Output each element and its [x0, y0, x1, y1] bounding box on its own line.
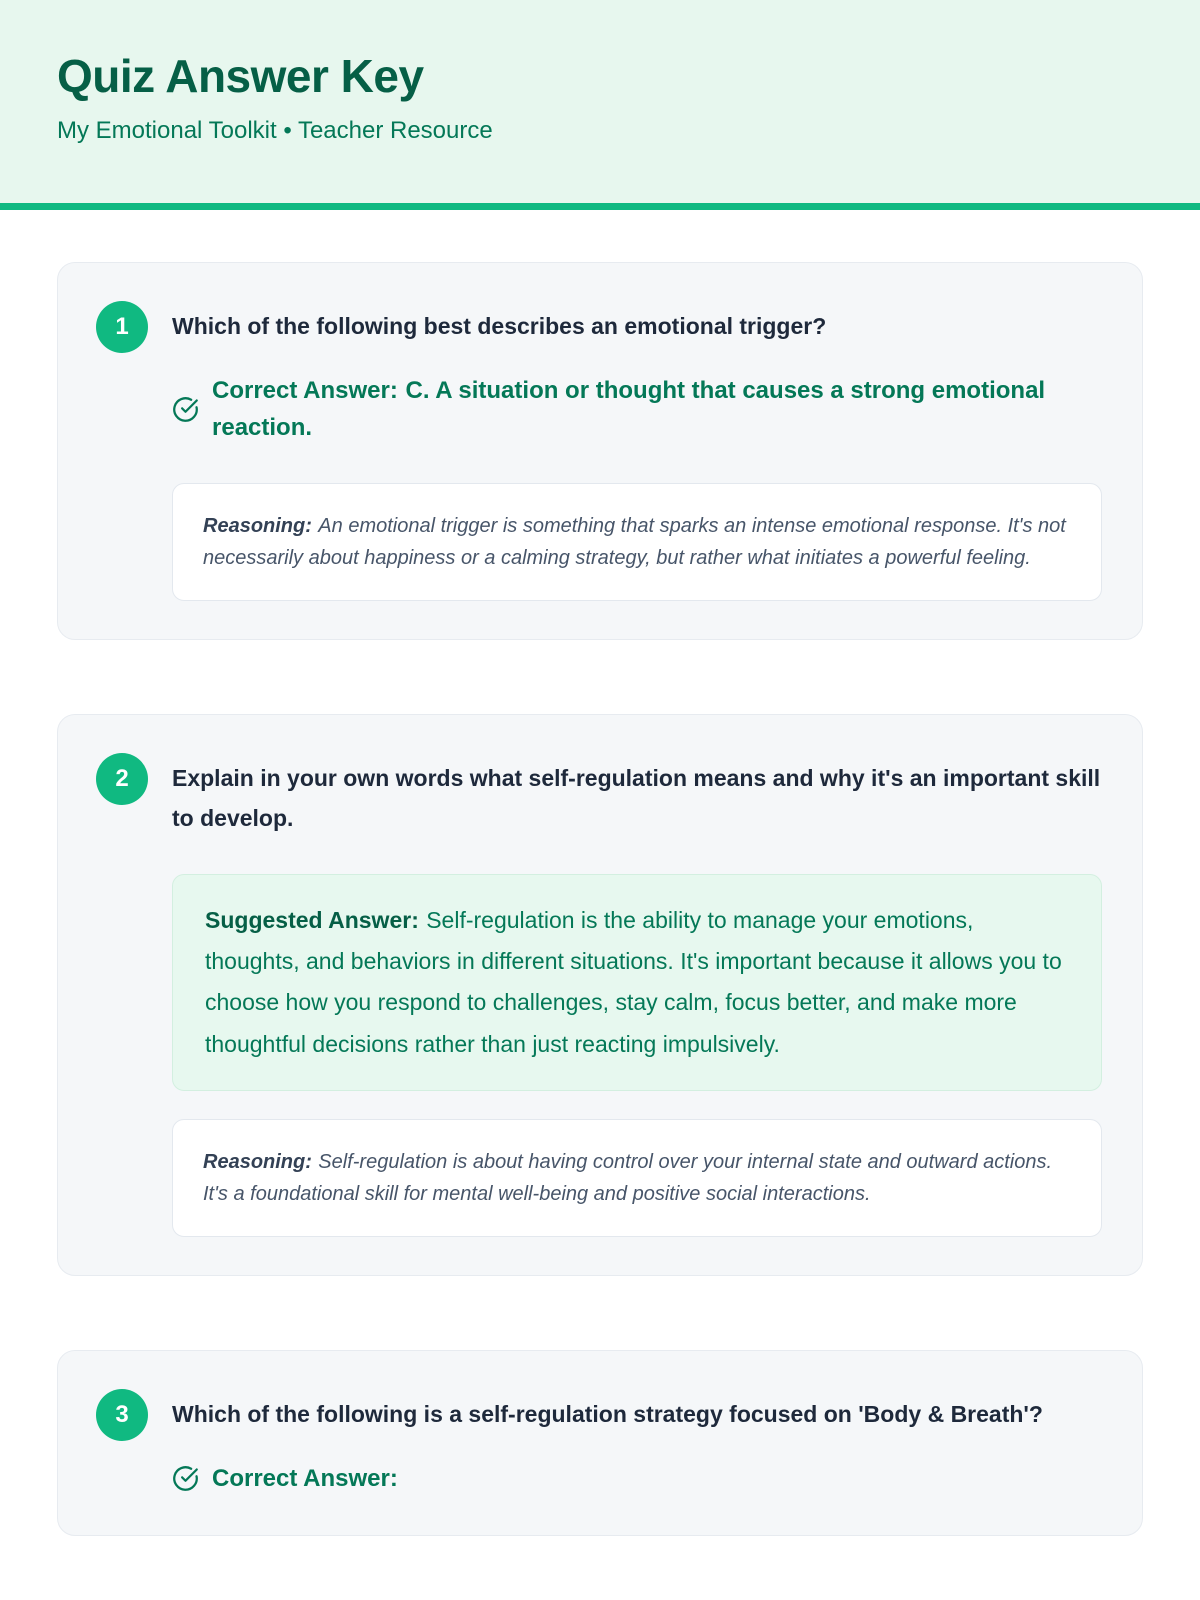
question-text: Which of the following best describes an emotional trigger? [172, 313, 827, 340]
suggested-answer-box [172, 874, 1102, 1092]
question-card-content [172, 1389, 1102, 1497]
page-header [0, 0, 1200, 210]
question-card [57, 1350, 1143, 1536]
question-number-badge [96, 301, 148, 353]
question-number: 2 [115, 764, 129, 792]
question-text: Which of the following is a self-regulation strategy focused on 'Body & Breath'? [172, 1401, 1043, 1428]
question-card-content [172, 301, 1102, 600]
reasoning-box [172, 1119, 1102, 1237]
check-circle-icon [172, 1465, 199, 1492]
reasoning-text: Self-regulation is about having control over your internal state and outward actions. It's a foundational skill for mental well-being and positive social interactions. [203, 1151, 1053, 1206]
reasoning-label: Reasoning: [203, 514, 312, 537]
question-text: Explain in your own words what self-regulation means and why it's an important skill to develop. [172, 764, 1101, 831]
correct-answer-row [172, 372, 1102, 446]
correct-answer-text: C. A situation or thought that causes a strong emotional reaction. [212, 377, 1046, 442]
question-card [57, 262, 1143, 639]
question-number: 3 [115, 1401, 129, 1429]
suggested-answer-label: Suggested Answer: [205, 906, 419, 933]
reasoning-label: Reasoning: [203, 1151, 312, 1174]
question-number-badge [96, 753, 148, 805]
question-card-content [172, 753, 1102, 1238]
correct-answer-label: Correct Answer: [212, 1465, 398, 1493]
question-card [57, 714, 1143, 1277]
correct-answer-label: Correct Answer: [212, 377, 398, 405]
reasoning-text: An emotional trigger is something that sparks an intense emotional response. It's not necessarily about happiness or a calming strategy, but rather what initiates a powerful feeling. [203, 514, 1066, 569]
question-list [57, 262, 1143, 1536]
correct-answer-body [212, 1460, 406, 1497]
suggested-answer-text: Self-regulation is the ability to manage your emotions, thoughts, and behaviors in different situations. It's important because it allows you to choose how you respond to challenges, stay calm, focus better, and make more thoughtful decisions rather than just reacting impulsively. [205, 906, 1062, 1057]
question-number: 1 [115, 313, 129, 341]
question-number-badge [96, 1389, 148, 1441]
page-subtitle: My Emotional Toolkit • Teacher Resource [57, 116, 493, 144]
page-title: Quiz Answer Key [57, 50, 424, 102]
check-circle-icon [172, 396, 199, 423]
correct-answer-body [212, 372, 1102, 446]
reasoning-box [172, 483, 1102, 601]
correct-answer-row [172, 1460, 1102, 1497]
